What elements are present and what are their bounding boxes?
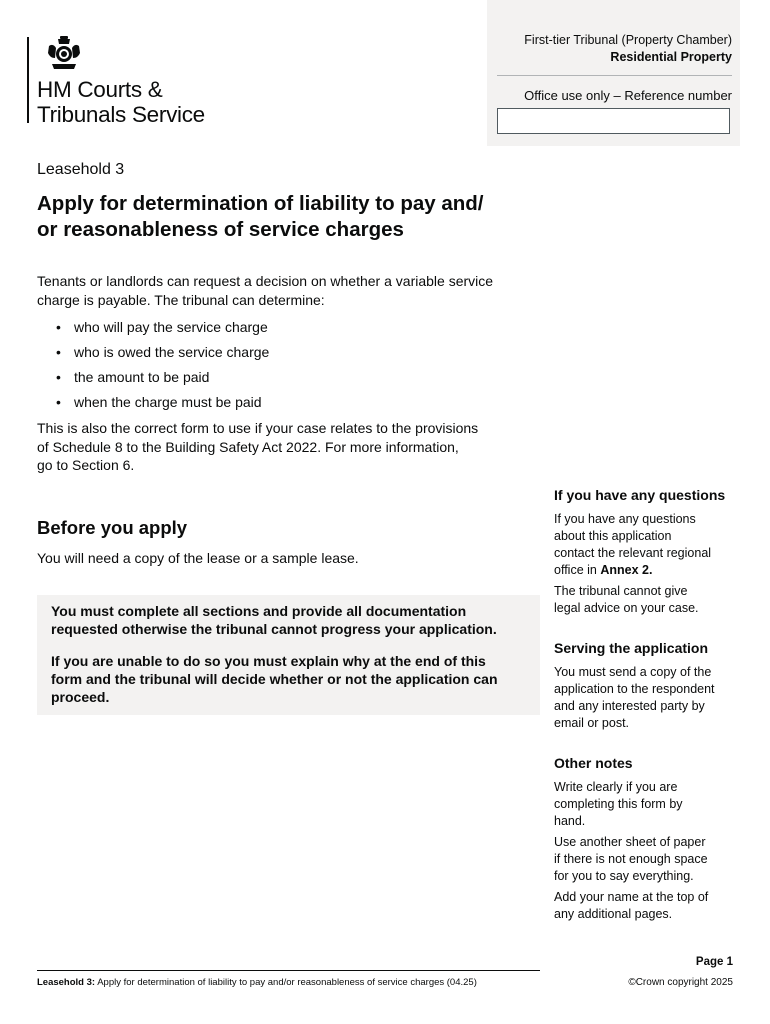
list-item: [52, 340, 269, 365]
provisions-line: of Schedule 8 to the Building Safety Act 2022. For more information,: [37, 438, 459, 455]
list-item-text: who will pay the service charge: [74, 319, 268, 335]
bullet-icon: •: [56, 369, 61, 385]
sidebar-paragraph: [554, 834, 739, 885]
copyright: ©Crown copyright 2025: [628, 977, 733, 988]
sidebar-line: You must send a copy of the: [554, 665, 712, 679]
sidebar-paragraph: [554, 889, 739, 923]
sidebar-line: email or post.: [554, 716, 630, 730]
bullet-icon: •: [56, 344, 61, 360]
footer-divider: [37, 970, 540, 971]
sidebar-line: Add your name at the top of: [554, 890, 709, 904]
important-notice: [37, 595, 540, 715]
reference-number-label: Office use only – Reference number: [524, 88, 732, 103]
sidebar-line: for you to say everything.: [554, 869, 694, 883]
list-item-text: who is owed the service charge: [74, 344, 270, 360]
sidebar-line: Write clearly if you are: [554, 780, 678, 794]
sidebar-line: legal advice on your case.: [554, 601, 699, 615]
sidebar-line: completing this form by: [554, 797, 683, 811]
sidebar-line: contact the relevant regional: [554, 546, 712, 560]
sidebar-line: If you have any questions: [554, 512, 696, 526]
sidebar-heading: If you have any questions: [554, 487, 726, 503]
form-id: Leasehold 3: [37, 161, 125, 178]
sidebar-questions: [554, 487, 739, 621]
sidebar-line: application to the respondent: [554, 682, 715, 696]
page-number: Page 1: [695, 956, 733, 968]
sidebar-line: Use another sheet of paper: [554, 835, 706, 849]
annex-reference: Annex 2.: [600, 563, 653, 577]
provisions-line: This is also the correct form to use if your case relates to the provisions: [37, 420, 479, 436]
sidebar-paragraph: [554, 583, 739, 617]
sidebar-paragraph: [554, 779, 739, 830]
intro-line: Tenants or landlords can request a decision on whether a variable service: [37, 273, 494, 289]
reference-number-field[interactable]: [497, 108, 730, 134]
notice-line: form and the tribunal will decide whether or not the application can: [51, 671, 498, 687]
bullet-icon: •: [56, 319, 61, 335]
sidebar-line: hand.: [554, 814, 586, 828]
org-name-line: HM Courts &: [37, 77, 163, 102]
sidebar-line: any additional pages.: [554, 907, 673, 921]
list-item: [52, 365, 269, 390]
notice-paragraph: [51, 652, 526, 706]
logo-divider: [27, 37, 29, 123]
title-line: Apply for determination of liability to pay and/: [37, 192, 484, 215]
tribunal-name: First-tier Tribunal (Property Chamber): [524, 33, 732, 47]
sidebar-heading: Other notes: [554, 755, 633, 771]
intro-line: charge is payable. The tribunal can determine:: [37, 291, 325, 308]
sidebar-line: The tribunal cannot give: [554, 584, 688, 598]
sidebar-serving: [554, 640, 739, 736]
before-you-apply-heading: Before you apply: [37, 517, 188, 538]
sidebar-line: office in: [554, 563, 601, 577]
org-name-line: Tribunals Service: [37, 102, 205, 127]
footer-form-reference: [37, 977, 477, 988]
notice-line: proceed.: [51, 689, 110, 705]
list-item: [52, 390, 269, 415]
list-item-text: the amount to be paid: [74, 369, 210, 385]
list-item-text: when the charge must be paid: [74, 394, 262, 410]
determination-list: [52, 315, 269, 415]
provisions-line: go to Section 6.: [37, 457, 135, 473]
royal-crest-icon: [44, 34, 84, 72]
list-item: [52, 315, 269, 340]
footer-form-title: Apply for determination of liability to pay and/or reasonableness of service charges (04.25): [95, 977, 477, 988]
notice-line: If you are unable to do so you must explain why at the end of this: [51, 653, 486, 669]
sidebar-line: about this application: [554, 529, 672, 543]
notice-line: You must complete all sections and provide all documentation: [51, 603, 467, 619]
sidebar-line: and any interested party by: [554, 699, 705, 713]
org-name: [37, 77, 205, 127]
page-title: [37, 191, 557, 243]
notice-line: requested otherwise the tribunal cannot progress your application.: [51, 621, 497, 637]
sidebar-paragraph: [554, 511, 739, 579]
sidebar-heading: Serving the application: [554, 640, 709, 656]
footer-form-id: Leasehold 3:: [37, 977, 96, 988]
sidebar-paragraph: [554, 664, 739, 732]
sidebar-line: if there is not enough space: [554, 852, 708, 866]
intro-text: [37, 272, 547, 309]
before-you-apply-text: You will need a copy of the lease or a sample lease.: [37, 550, 359, 566]
sidebar-other-notes: [554, 755, 739, 927]
provisions-text: [37, 419, 547, 475]
title-line: or reasonableness of service charges: [37, 218, 404, 241]
bullet-icon: •: [56, 394, 61, 410]
notice-paragraph: [51, 602, 526, 638]
tribunal-division: Residential Property: [610, 50, 732, 64]
office-divider: [497, 75, 732, 76]
